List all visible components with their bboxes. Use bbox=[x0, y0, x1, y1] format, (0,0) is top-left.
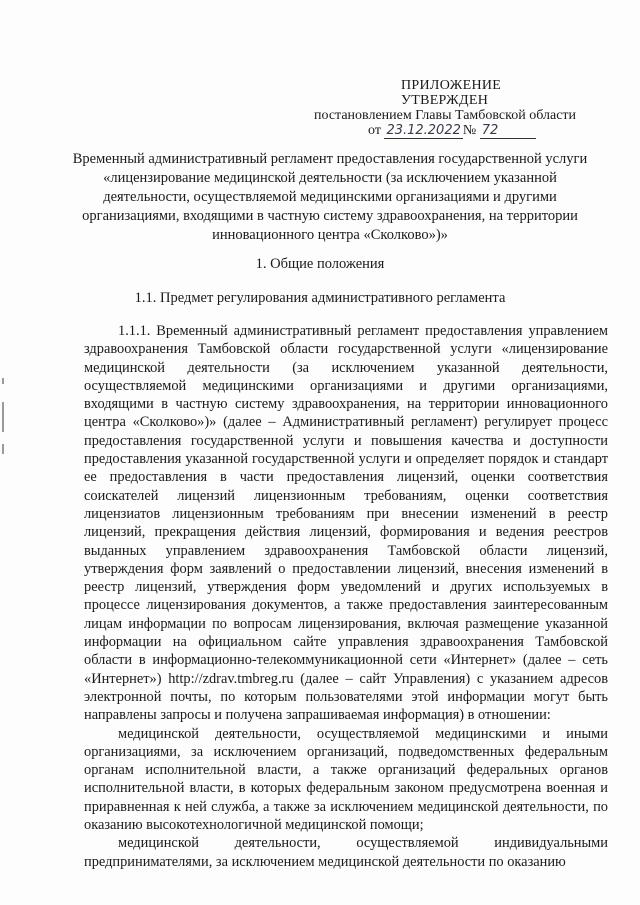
date-number-line bbox=[300, 123, 620, 139]
appendix-label: ПРИЛОЖЕНИЕ bbox=[401, 78, 502, 93]
paragraph: медицинской деятельности, осуществляемой индивидуальными предпринимателями, за исключением медицинской деятельности по оказанию bbox=[84, 835, 608, 870]
approved-label: УТВЕРЖДЕН bbox=[401, 93, 489, 108]
scan-edge-mark bbox=[2, 378, 4, 384]
subsection-heading: 1.1. Предмет регулирования административного регламента bbox=[134, 290, 506, 306]
paragraph: медицинской деятельности, осуществляемой медицинскими и иными организациями, за исключением организаций, подведомственных федеральным органам исполнительной власти, а также организаций федеральных органов исполнительной власти, в которых федеральным законом предусмотрена военная и приравненная к ней служба, а также за исключением медицинской деятельности, по оказанию высокотехнологичной медицинской помощи; bbox=[84, 725, 608, 834]
approval-block bbox=[300, 78, 620, 139]
decree-line: постановлением Главы Тамбовской области bbox=[314, 108, 577, 123]
section-heading: 1. Общие положения bbox=[255, 256, 385, 272]
scan-edge-mark bbox=[2, 444, 4, 454]
from-label: от bbox=[368, 123, 381, 138]
document-title: Временный административный регламент предоставления государственной услуги «лицензирование медицинской деятельности (за исключением указанной деятельности, осуществляемой медицинскими организациями и другими организациями, входящими в частную систему здравоохранения, на территории инновационного центра «Сколково»)» bbox=[72, 151, 588, 243]
paragraph: 1.1.1. Временный административный регламент предоставления управлением здравоохранения Тамбовской области государственной услуги «лицензирование медицинской деятельности (за исключением указанной деятельности, осуществляемой медицинскими организациями и другими организациями, входящими в частную систему здравоохранения, на территории инновационного центра «Сколково»)» (далее – Административный регламент) регулирует процесс предоставления государственной услуги и повышения качества и доступности предоставления указанной государственной услуги и определяет порядок и стандарт ее предоставления в части предоставления лицензий, оценки соответствия соискателей лицензий лицензионным требованиям, оценки соответствия лицензиатов лицензионным требованиям при внесении изменений в реестр лицензий, прекращения действия лицензий, формирования и ведения реестров выданных управлением здравоохранения Тамбовской области лицензий, утверждения форм заявлений о предоставлении лицензий, внесения изменений в реестр лицензий, утверждения форм уведомлений и других используемых в процессе лицензирования документов, а также предоставления заинтересованным лицам информации по вопросам лицензирования, включая размещение указанной информации на официальном сайте управления здравоохранения Тамбовской области в информационно-телекоммуникационной сети «Интернет» (далее – сеть «Интернет») http://zdrav.tmbreg.ru (далее – сайт Управления) с указанием адресов электронной почты, по которым пользователями этой информации могут быть направлены запросы и получена запрашиваемая информация) в отношении: bbox=[84, 323, 608, 724]
body-text bbox=[84, 322, 608, 871]
number-label: № bbox=[462, 123, 477, 138]
handwritten-number: 72 bbox=[480, 123, 536, 139]
handwritten-date: 23.12.2022 bbox=[386, 123, 461, 138]
scan-edge-mark bbox=[2, 402, 4, 432]
